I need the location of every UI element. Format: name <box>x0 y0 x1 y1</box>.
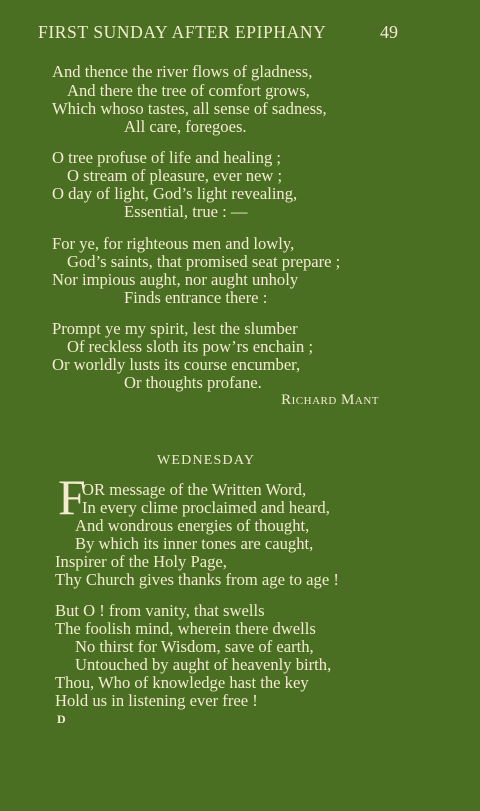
poem-line: OR message of the Written Word, <box>82 480 307 499</box>
running-title: FIRST SUNDAY AFTER EPIPHANY <box>38 22 327 42</box>
running-header <box>38 22 398 43</box>
poem-line: All care, foregoes. <box>124 117 247 136</box>
poem-line: O day of light, God’s light revealing, <box>52 184 298 203</box>
poem-line: God’s saints, that promised seat prepare ; <box>67 252 341 271</box>
poem-line: No thirst for Wisdom, save of earth, <box>75 637 314 656</box>
poem-line: Untouched by aught of heavenly birth, <box>75 655 332 674</box>
poem-line: For ye, for righteous men and lowly, <box>52 234 295 253</box>
signature-mark: D <box>57 712 66 726</box>
section-title: WEDNESDAY <box>157 453 256 468</box>
poem-line: By which its inner tones are caught, <box>75 534 314 553</box>
poem-line: In every clime proclaimed and heard, <box>82 498 330 517</box>
poem-line: Thy Church gives thanks from age to age ! <box>55 570 339 589</box>
poem-line: But O ! from vanity, that swells <box>55 601 265 620</box>
poem-line: And thence the river flows of gladness, <box>52 62 313 81</box>
poem-line: Prompt ye my spirit, lest the slumber <box>52 319 298 338</box>
poem-line: Nor impious aught, nor aught unholy <box>52 270 299 289</box>
poem-line: Essential, true : — <box>124 202 248 221</box>
poem-line: And there the tree of comfort grows, <box>67 81 310 100</box>
author-signature: Richard Mant <box>281 392 379 408</box>
poem-line: Or thoughts profane. <box>124 373 262 392</box>
poem-line: And wondrous energies of thought, <box>75 516 310 535</box>
poem-line: Of reckless sloth its pow’rs enchain ; <box>67 337 314 356</box>
poem-line: O tree profuse of life and healing ; <box>52 148 281 167</box>
poem-line: Or worldly lusts its course encumber, <box>52 355 301 374</box>
poem-line: Thou, Who of knowledge hast the key <box>55 673 309 692</box>
poem-line: Finds entrance there : <box>124 288 268 307</box>
poem-line: Which whoso tastes, all sense of sadness, <box>52 99 327 118</box>
drop-cap: F <box>58 469 86 525</box>
poem-line: Inspirer of the Holy Page, <box>55 552 227 571</box>
poem-line: The foolish mind, wherein there dwells <box>55 619 316 638</box>
page-number: 49 <box>380 22 398 42</box>
poem-line: O stream of pleasure, ever new ; <box>67 166 283 185</box>
poem-line: Hold us in listening ever free ! <box>55 691 258 710</box>
